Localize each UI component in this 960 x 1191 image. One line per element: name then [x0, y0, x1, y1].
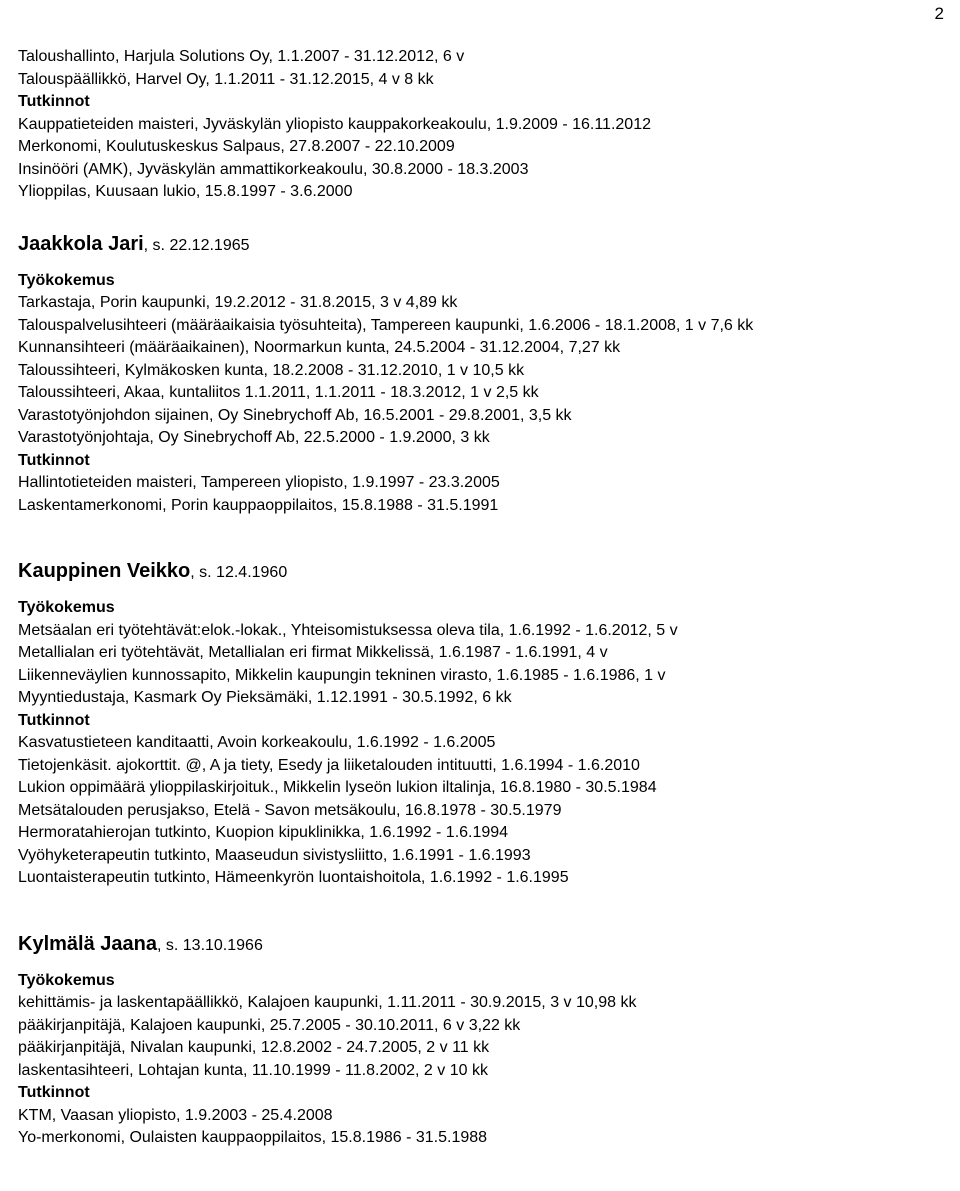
- work-line: Taloussihteeri, Kylmäkosken kunta, 18.2.2008 - 31.12.2010, 1 v 10,5 kk: [18, 361, 525, 379]
- work-line: Varastotyönjohtaja, Oy Sinebrychoff Ab, 22.5.2000 - 1.9.2000, 3 kk: [18, 429, 490, 446]
- education-line: Ylioppilas, Kuusaan lukio, 15.8.1997 - 3.6.2000: [18, 183, 353, 200]
- person-birth: , s. 13.10.1966: [156, 936, 263, 954]
- work-line: pääkirjanpitäjä, Kalajoen kaupunki, 25.7.2005 - 30.10.2011, 6 v 3,22 kk: [18, 1016, 521, 1034]
- intro-section: [18, 46, 946, 204]
- work-line: Myyntiedustaja, Kasmark Oy Pieksämäki, 1.12.1991 - 30.5.1992, 6 kk: [18, 689, 512, 706]
- education-line: Yo-merkonomi, Oulaisten kauppaoppilaitos, 15.8.1986 - 31.5.1988: [18, 1129, 488, 1146]
- education-line: Kauppatieteiden maisteri, Jyväskylän yliopisto kauppakorkeakoulu, 1.9.2009 - 16.11.2012: [18, 115, 651, 133]
- education-line: Hallintotieteiden maisteri, Tampereen yliopisto, 1.9.1997 - 23.3.2005: [18, 474, 500, 491]
- person-heading: [18, 230, 946, 260]
- work-line: pääkirjanpitäjä, Nivalan kaupunki, 12.8.2002 - 24.7.2005, 2 v 11 kk: [18, 1039, 490, 1056]
- work-line: Talouspalvelusihteeri (määräaikaisia työsuhteita), Tampereen kaupunki, 1.6.2006 - 18.1.2008, 1 v 7,6 kk: [18, 316, 754, 334]
- education-heading: Tutkinnot: [18, 93, 90, 110]
- education-line: Laskentamerkonomi, Porin kauppaoppilaitos, 15.8.1988 - 31.5.1991: [18, 496, 499, 514]
- work-heading: Työkokemus: [18, 599, 115, 616]
- person-name: Kauppinen Veikko: [18, 560, 191, 582]
- work-line: Kunnansihteeri (määräaikainen), Noormarkun kunta, 24.5.2004 - 31.12.2004, 7,27 kk: [18, 339, 621, 356]
- work-heading: Työkokemus: [18, 271, 115, 289]
- work-line: laskentasihteeri, Lohtajan kunta, 11.10.1999 - 11.8.2002, 2 v 10 kk: [18, 1061, 488, 1079]
- person-birth: , s. 12.4.1960: [190, 564, 288, 581]
- person-section: [18, 930, 946, 1150]
- work-line: Taloussihteeri, Akaa, kuntaliitos 1.1.2011, 1.1.2011 - 18.3.2012, 1 v 2,5 kk: [18, 384, 539, 401]
- page-number: 2: [934, 4, 944, 23]
- education-line: Luontaisterapeutin tutkinto, Hämeenkyrön luontaishoitola, 1.6.1992 - 1.6.1995: [18, 869, 569, 886]
- education-line: Lukion oppimäärä ylioppilaskirjoituk., Mikkelin lyseön lukion iltalinja, 16.8.1980 - 30.5.1984: [18, 779, 657, 796]
- work-line: Tarkastaja, Porin kaupunki, 19.2.2012 - 31.8.2015, 3 v 4,89 kk: [18, 294, 458, 311]
- person-section: [18, 230, 946, 518]
- education-line: KTM, Vaasan yliopisto, 1.9.2003 - 25.4.2008: [18, 1106, 333, 1124]
- work-line: Liikenneväylien kunnossapito, Mikkelin kaupungin tekninen virasto, 1.6.1985 - 1.6.1986, 1 v: [18, 666, 666, 684]
- work-line: kehittämis- ja laskentapäällikkö, Kalajoen kaupunki, 1.11.2011 - 30.9.2015, 3 v 10,98 kk: [18, 994, 637, 1011]
- person-heading: [18, 930, 946, 960]
- education-line: Metsätalouden perusjakso, Etelä - Savon metsäkoulu, 16.8.1978 - 30.5.1979: [18, 801, 562, 819]
- education-line: Merkonomi, Koulutuskeskus Salpaus, 27.8.2007 - 22.10.2009: [18, 138, 455, 155]
- work-line: Varastotyönjohdon sijainen, Oy Sinebrychoff Ab, 16.5.2001 - 29.8.2001, 3,5 kk: [18, 406, 572, 424]
- document-body: [18, 46, 946, 1150]
- person-birth: , s. 22.12.1965: [143, 236, 250, 254]
- work-line: Talouspäällikkö, Harvel Oy, 1.1.2011 - 31.12.2015, 4 v 8 kk: [18, 70, 434, 88]
- education-line: Insinööri (AMK), Jyväskylän ammattikorkeakoulu, 30.8.2000 - 18.3.2003: [18, 160, 529, 178]
- person-name: Kylmälä Jaana: [18, 932, 157, 955]
- education-heading: Tutkinnot: [18, 711, 90, 729]
- education-line: Kasvatustieteen kanditaatti, Avoin korkeakoulu, 1.6.1992 - 1.6.2005: [18, 734, 496, 751]
- person-section: [18, 557, 946, 890]
- work-heading: Työkokemus: [18, 971, 115, 989]
- education-heading: Tutkinnot: [18, 1084, 90, 1101]
- education-line: Hermoratahierojan tutkinto, Kuopion kipuklinikka, 1.6.1992 - 1.6.1994: [18, 824, 509, 841]
- work-line: Metsäalan eri työtehtävät:elok.-lokak., Yhteisomistuksessa oleva tila, 1.6.1992 - 1.6.2012, 5 v: [18, 621, 678, 639]
- person-name: Jaakkola Jari: [18, 232, 144, 255]
- education-line: Tietojenkäsit. ajokorttit. @, A ja tiety, Esedy ja liiketalouden intituutti, 1.6.1994 - 1.6.2010: [18, 756, 640, 774]
- work-line: Metallialan eri työtehtävät, Metallialan eri firmat Mikkelissä, 1.6.1987 - 1.6.1991, 4 v: [18, 644, 608, 661]
- person-heading: [18, 557, 946, 587]
- education-line: Vyöhyketerapeutin tutkinto, Maaseudun sivistysliitto, 1.6.1991 - 1.6.1993: [18, 846, 531, 864]
- work-line: Taloushallinto, Harjula Solutions Oy, 1.1.2007 - 31.12.2012, 6 v: [18, 48, 465, 65]
- education-heading: Tutkinnot: [18, 451, 90, 469]
